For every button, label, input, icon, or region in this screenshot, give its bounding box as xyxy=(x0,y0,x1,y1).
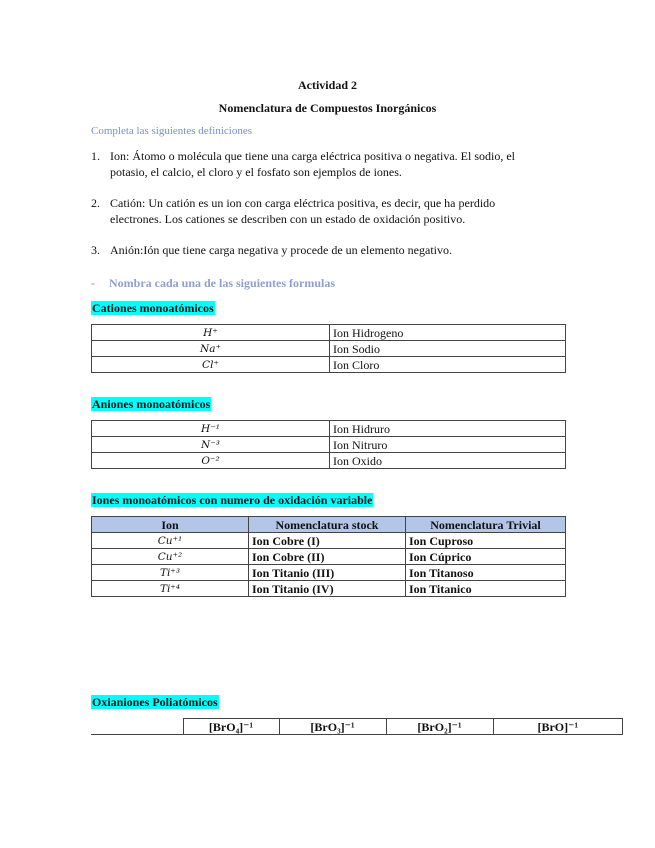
aniones-table xyxy=(91,420,566,469)
cationes-heading: Cationes monoatómicos xyxy=(92,301,214,315)
name-cell: Ion Nitruro xyxy=(330,437,566,453)
column-header-stock: Nomenclatura stock xyxy=(249,517,406,533)
formula-cell: Na⁺ xyxy=(92,341,330,357)
name-cell: Ion Oxido xyxy=(330,453,566,469)
definition-item-1 xyxy=(91,148,571,180)
name-cell: Ion Hidruro xyxy=(330,421,566,437)
name-cell: Ion Sodio xyxy=(330,341,566,357)
blank-cell xyxy=(91,719,183,735)
cationes-table xyxy=(91,324,566,373)
table-row xyxy=(92,421,566,437)
table-row xyxy=(92,453,566,469)
ion-cell: Cu⁺² xyxy=(92,549,249,565)
formula-cell: [BrO]⁻¹ xyxy=(493,719,623,735)
definition-item-3 xyxy=(91,242,571,258)
trivial-cell: Ion Titanoso xyxy=(406,565,566,581)
definition-line: potasio, el calcio, el cloro y el fosfato son ejemplos de iones. xyxy=(110,165,402,179)
formula-cell: Cl⁺ xyxy=(92,357,330,373)
formula-cell: H⁺ xyxy=(92,325,330,341)
name-cell: Ion Hidrogeno xyxy=(330,325,566,341)
definition-number: 2. xyxy=(91,196,100,210)
definition-line: Catión: Un catión es un ion con carga eléctrica positiva, es decir, que ha perdido xyxy=(110,196,496,210)
variable-heading: Iones monoatómicos con numero de oxidación variable xyxy=(92,493,373,507)
trivial-cell: Ion Titanico xyxy=(406,581,566,597)
column-header-ion: Ion xyxy=(92,517,249,533)
definition-number: 1. xyxy=(91,149,100,163)
table-row xyxy=(92,437,566,453)
stock-cell: Ion Titanio (IV) xyxy=(249,581,406,597)
oxianiones-table xyxy=(91,718,623,735)
definition-line: electrones. Los cationes se describen con un estado de oxidación positivo. xyxy=(110,212,466,226)
page-title: Actividad 2 xyxy=(297,78,357,92)
stock-cell: Ion Titanio (III) xyxy=(249,565,406,581)
table-row xyxy=(92,549,566,565)
table-header-row xyxy=(92,517,566,533)
definition-line: Ion: Átomo o molécula que tiene una carga eléctrica positiva o negativa. El sodio, el xyxy=(110,149,515,163)
subheading-text: Nombra cada una de las siguientes formulas xyxy=(109,276,336,290)
definition-number: 3. xyxy=(91,243,100,257)
table-row xyxy=(92,325,566,341)
table-row xyxy=(92,357,566,373)
subheading-bullet: - xyxy=(91,276,95,290)
definition-line: Anión:Ión que tiene carga negativa y procede de un elemento negativo. xyxy=(110,243,452,257)
formula-cell: [BrO₃]⁻¹ xyxy=(279,719,386,735)
table-row xyxy=(92,565,566,581)
column-header-trivial: Nomenclatura Trivial xyxy=(406,517,566,533)
name-cell: Ion Cloro xyxy=(330,357,566,373)
table-row xyxy=(91,719,623,735)
table-row xyxy=(92,341,566,357)
trivial-cell: Ion Cuproso xyxy=(406,533,566,549)
formula-cell: O⁻² xyxy=(92,453,330,469)
ion-cell: Cu⁺¹ xyxy=(92,533,249,549)
aniones-heading: Aniones monoatómicos xyxy=(92,397,211,411)
table-row xyxy=(92,581,566,597)
variable-table xyxy=(91,516,566,597)
instructions: Completa las siguientes definiciones xyxy=(91,125,252,137)
stock-cell: Ion Cobre (I) xyxy=(249,533,406,549)
subheading xyxy=(91,276,335,291)
ion-cell: Ti⁺⁴ xyxy=(92,581,249,597)
formula-cell: N⁻³ xyxy=(92,437,330,453)
table-row xyxy=(92,533,566,549)
formula-cell: [BrO₄]⁻¹ xyxy=(183,719,279,735)
formula-cell: [BrO₂]⁻¹ xyxy=(386,719,493,735)
page-subtitle: Nomenclatura de Compuestos Inorgánicos xyxy=(218,101,437,115)
ion-cell: Ti⁺³ xyxy=(92,565,249,581)
trivial-cell: Ion Cúprico xyxy=(406,549,566,565)
definition-item-2 xyxy=(91,195,571,227)
formula-cell: H⁻¹ xyxy=(92,421,330,437)
oxianiones-heading: Oxianiones Poliatómicos xyxy=(92,695,218,709)
stock-cell: Ion Cobre (II) xyxy=(249,549,406,565)
